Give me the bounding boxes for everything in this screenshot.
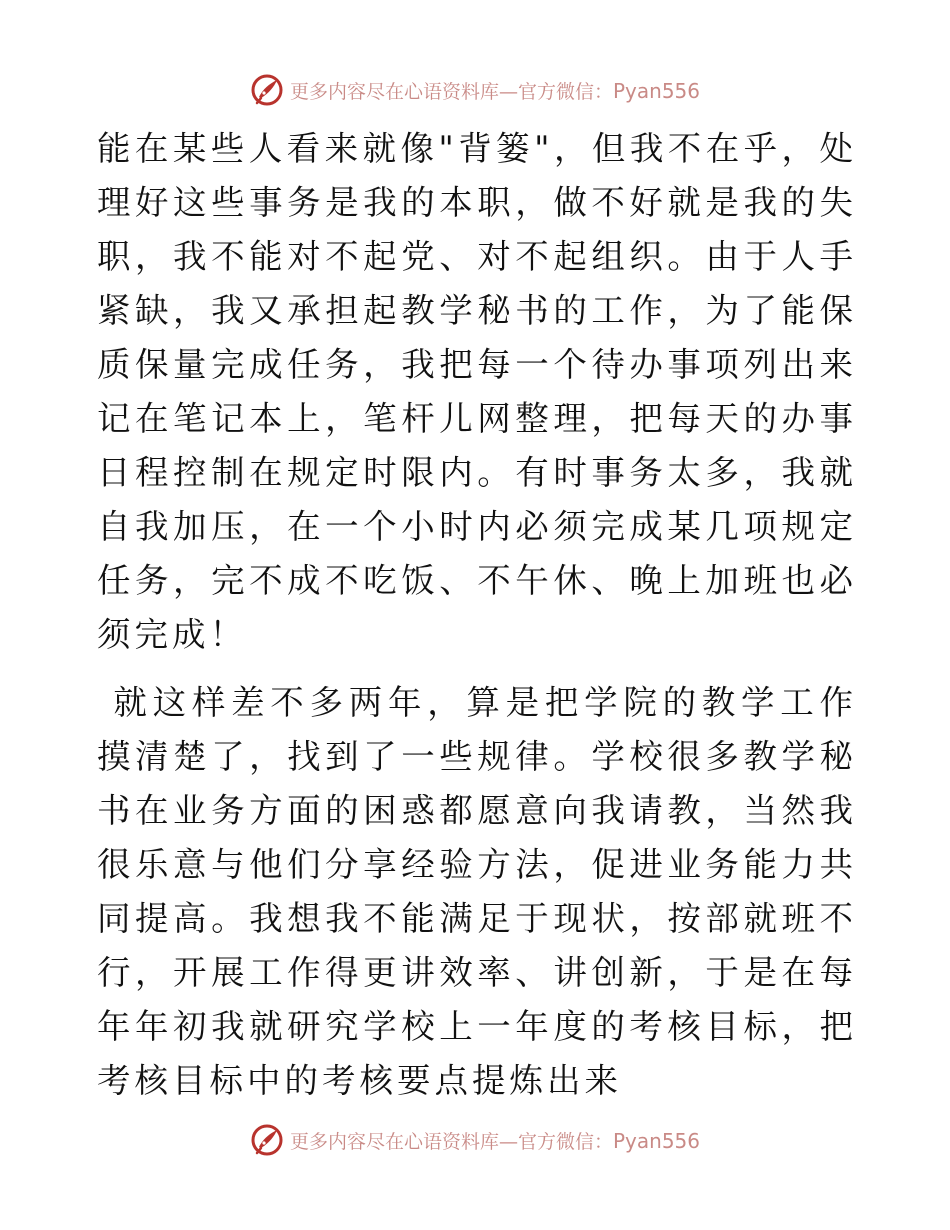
paragraph-1: 能在某些人看来就像"背篓"，但我不在乎，处理好这些事务是我的本职，做不好就是我的失职，我不能对不起党、对不起组织。由于人手紧缺，我又承担起教学秘书的工作，为了能保质保量完成任务，我把每一个待办事项列出来记在笔记本上，笔杆儿网整理，把每天的办事日程控制在规定时限内。有时事务太多，我就自我加压，在一个小时内必须完成某几项规定任务，完不成不吃饭、不午休、晚上加班也必须完成！: [97, 129, 857, 654]
page-header-banner: [0, 70, 950, 110]
paragraph-2: 就这样差不多两年，算是把学院的教学工作摸清楚了，找到了一些规律。学校很多教学秘书在业务方面的困惑都愿意向我请教，当然我很乐意与他们分享经验方法，促进业务能力共同提高。我想我不能满足于现状，按部就班不行，开展工作得更讲效率、讲创新，于是在每年年初我就研究学校上一年度的考核目标，把考核目标中的考核要点提炼出来: [97, 683, 857, 1100]
ink-pen-logo-icon: [250, 73, 284, 107]
ink-pen-logo-icon: [250, 1123, 284, 1157]
header-wechat-id: Pyan556: [613, 78, 701, 103]
footer-banner-text: 更多内容尽在心语资料库—官方微信：Pyan556: [289, 1128, 701, 1153]
header-banner-text: 更多内容尽在心语资料库—官方微信：Pyan556: [289, 78, 701, 103]
footer-wechat-id: Pyan556: [613, 1128, 701, 1153]
document-body: [97, 122, 857, 1108]
page-footer-banner: [0, 1120, 950, 1160]
